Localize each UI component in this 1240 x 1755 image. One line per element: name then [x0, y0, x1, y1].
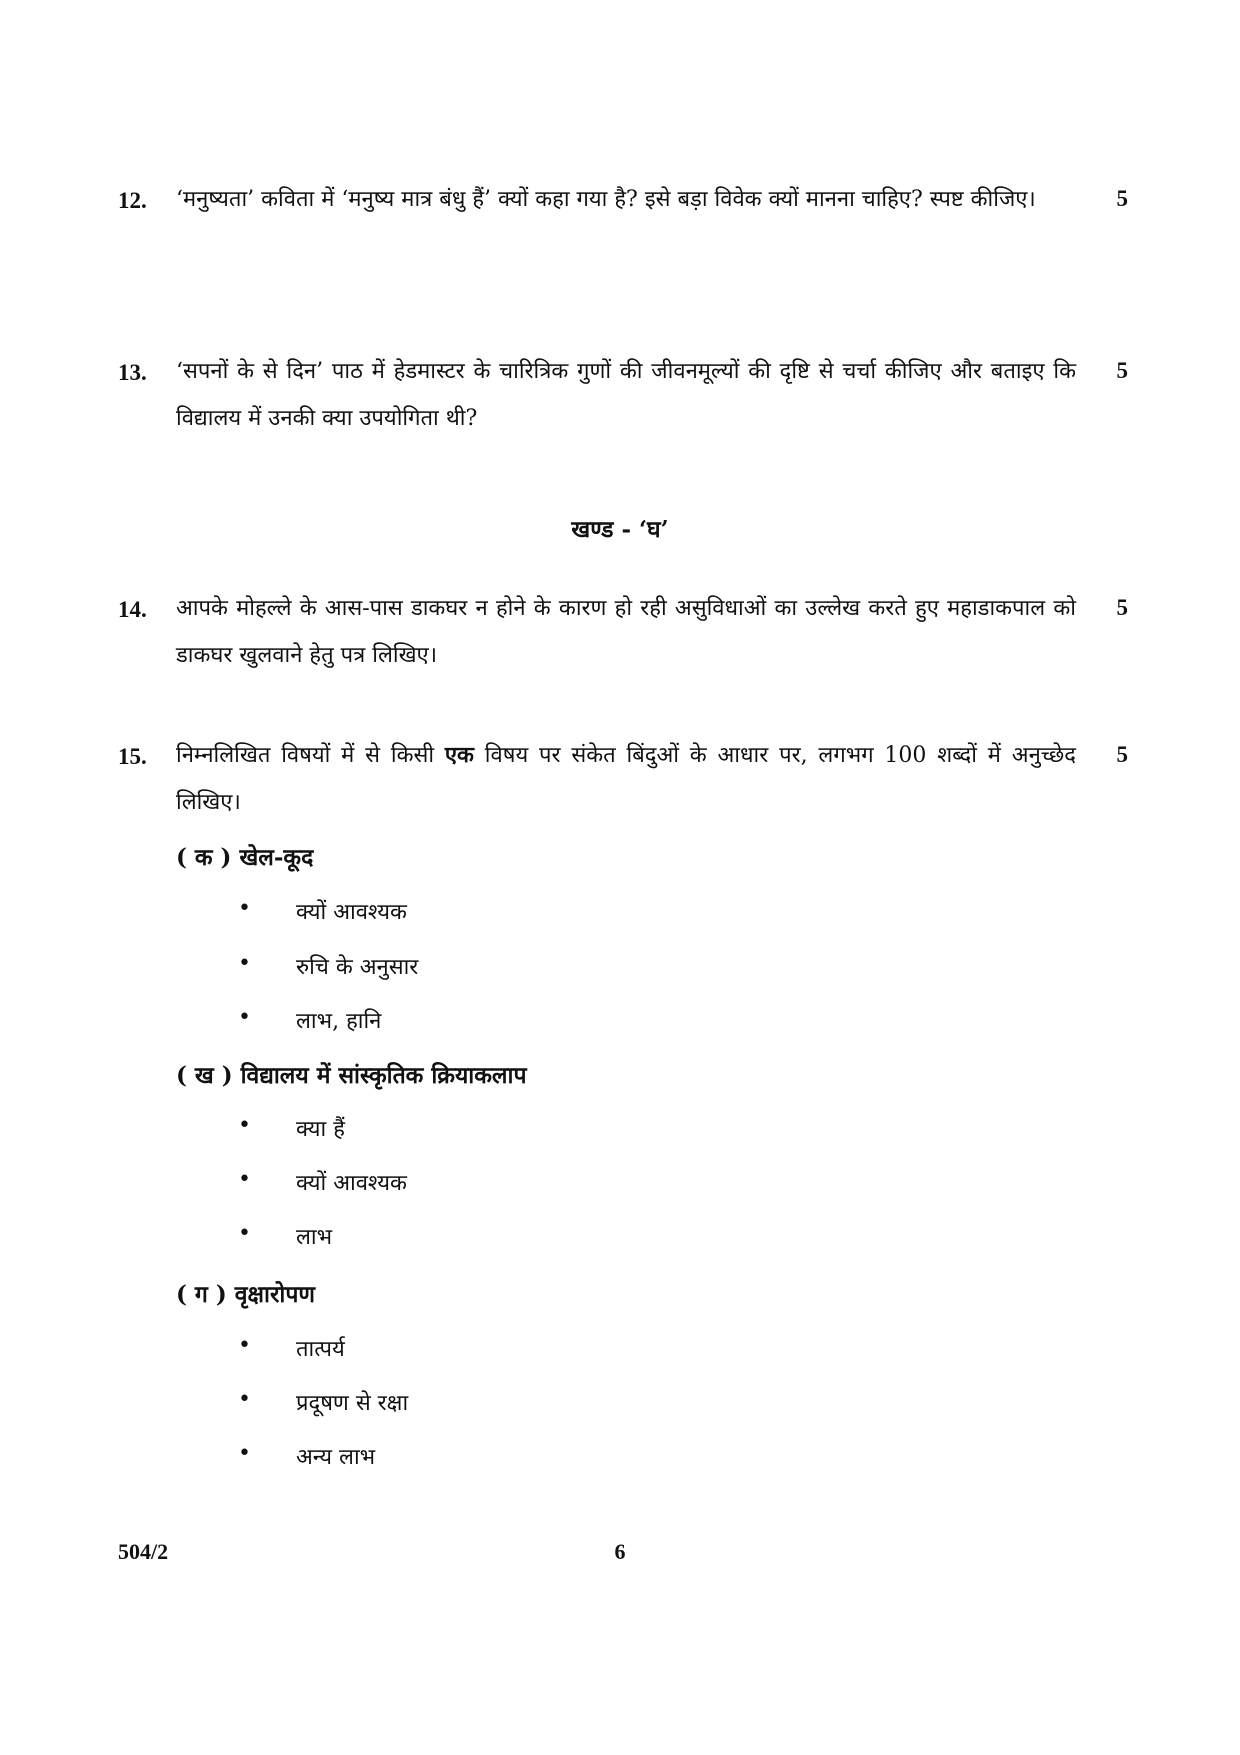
topic-point: तात्पर्य: [296, 1337, 345, 1362]
topic-title: ( ख ) विद्यालय में सांस्कृतिक क्रियाकलाप: [176, 1062, 527, 1089]
bullet-icon: •: [238, 896, 251, 921]
topic-point: रुचि के अनुसार: [296, 955, 419, 980]
bullet-icon: •: [238, 1441, 251, 1466]
bullet-icon: •: [238, 1387, 251, 1412]
question-marks: 5: [1116, 186, 1128, 211]
topic-title: ( ग ) वृक्षारोपण: [176, 1281, 316, 1308]
bullet-icon: •: [238, 1167, 251, 1192]
question-text-part: विषय पर संकेत बिंदुओं के आधार पर, लगभग 100 शब्दों में अनुच्छेद लिखिए।: [176, 743, 1076, 815]
topic-point: क्यों आवश्यक: [296, 1171, 407, 1196]
topic-point: क्यों आवश्यक: [296, 900, 407, 925]
question-marks: 5: [1116, 358, 1128, 383]
question-number: 12.: [118, 188, 147, 213]
topic-title: ( क ) खेल-कूद: [176, 844, 314, 871]
bullet-icon: •: [238, 951, 251, 976]
question-text-part: निम्नलिखित विषयों में से किसी: [176, 743, 445, 768]
question-text: आपके मोहल्ले के आस-पास डाकघर न होने के कारण हो रही असुविधाओं का उल्लेख करते हुए महाडाकपाल को डाकघर खुलवाने हेतु पत्र लिखिए।: [176, 596, 1076, 668]
question-marks: 5: [1116, 742, 1128, 767]
bullet-icon: •: [238, 1333, 251, 1358]
paper-code: 504/2: [118, 1539, 169, 1564]
question-text-emphasis: एक: [444, 742, 474, 768]
bullet-icon: •: [238, 1113, 251, 1138]
question-number: 14.: [118, 597, 147, 622]
question-number: 13.: [118, 360, 147, 385]
question-marks: 5: [1116, 595, 1128, 620]
topic-point: लाभ, हानि: [296, 1009, 382, 1034]
question-text: [176, 732, 1076, 826]
section-heading: खण्ड - ‘घ’: [571, 516, 669, 543]
question-text: ‘मनुष्यता’ कविता में ‘मनुष्य मात्र बंधु हैं’ क्यों कहा गया है? इसे बड़ा विवेक क्यों मानना चाहिए? स्पष्ट कीजिए।: [176, 187, 1036, 212]
question-text: ‘सपनों के से दिन’ पाठ में हेडमास्टर के चारित्रिक गुणों की जीवनमूल्यों की दृष्टि से चर्चा कीजिए और बताइए कि विद्यालय में उनकी क्या उपयोगिता थी?: [176, 359, 1076, 431]
bullet-icon: •: [238, 1005, 251, 1030]
topic-point: अन्य लाभ: [296, 1445, 376, 1470]
bullet-icon: •: [238, 1221, 251, 1246]
question-number: 15.: [118, 744, 147, 769]
topic-point: प्रदूषण से रक्षा: [296, 1391, 409, 1416]
page-number: 6: [614, 1539, 626, 1564]
topic-point: क्या हैं: [296, 1117, 345, 1142]
topic-point: लाभ: [296, 1225, 333, 1250]
